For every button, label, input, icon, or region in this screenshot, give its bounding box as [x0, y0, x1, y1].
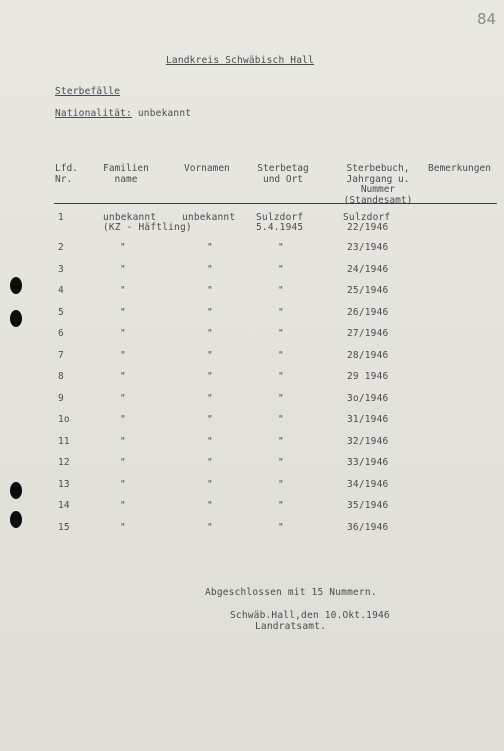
row-register-number: 23/1946 [347, 242, 389, 253]
row-family-name: " [120, 349, 126, 361]
row-death-date: " [278, 457, 284, 468]
row-first-name: " [207, 263, 213, 275]
row-register-number: 3o/1946 [347, 392, 389, 404]
row-number: 11 [58, 435, 70, 447]
header-family-name: Familien name [103, 163, 149, 185]
row-register-number: 34/1946 [347, 478, 389, 490]
row-death-date: " [278, 285, 284, 296]
nationality-value: unbekannt [137, 108, 192, 119]
punch-hole [10, 277, 22, 294]
row-register-number: 33/1946 [347, 457, 389, 468]
row-register-number: 29 1946 [347, 371, 389, 382]
row-family-name: " [120, 392, 126, 404]
row-death-date: " [278, 414, 284, 425]
header-death-date: Sterbetag und Ort [257, 163, 309, 185]
row-first-name: unbekannt [182, 212, 236, 223]
row-family-name: " [120, 457, 126, 468]
punch-hole [10, 482, 22, 499]
row-first-name: " [207, 414, 213, 425]
signature-office: Landratsamt. [255, 621, 327, 632]
row-number: 4 [58, 285, 64, 296]
row-register-office: Sulzdorf [343, 212, 391, 223]
row-family-name: " [120, 435, 126, 447]
row-death-date: " [278, 306, 284, 318]
row-family-name: " [120, 263, 126, 275]
row-first-name: " [207, 349, 213, 361]
row-family-name: " [120, 285, 126, 296]
row-number: 15 [58, 521, 70, 533]
row-note: (KZ - Häftling) [103, 222, 192, 233]
row-register-number: 26/1946 [347, 306, 389, 318]
row-first-name: " [207, 328, 213, 339]
row-number: 1o [58, 414, 70, 425]
row-first-name: " [207, 285, 213, 296]
row-first-name: " [207, 242, 213, 253]
document-title: Landkreis Schwäbisch Hall [166, 55, 314, 66]
header-first-name: Vornamen [184, 163, 230, 174]
row-first-name: " [207, 478, 213, 490]
row-family-name: " [120, 242, 126, 253]
row-death-date: " [278, 478, 284, 490]
row-number: 8 [58, 371, 64, 382]
row-first-name: " [207, 371, 213, 382]
row-family-name: " [120, 306, 126, 318]
nationality-line [55, 108, 191, 119]
row-register-number: 27/1946 [347, 328, 389, 339]
row-register-number: 22/1946 [347, 222, 389, 233]
row-number: 2 [58, 242, 64, 253]
row-death-date: Sulzdorf [256, 212, 304, 223]
row-number: 7 [58, 349, 64, 361]
row-death-date: " [278, 500, 284, 511]
row-number: 14 [58, 500, 70, 511]
header-rule [54, 203, 497, 204]
row-register-number: 25/1946 [347, 285, 389, 296]
row-number: 3 [58, 263, 64, 275]
row-death-date: " [278, 242, 284, 253]
row-register-number: 31/1946 [347, 414, 389, 425]
row-number: 5 [58, 306, 64, 318]
row-number: 1 [58, 212, 64, 223]
row-register-number: 28/1946 [347, 349, 389, 361]
row-first-name: " [207, 392, 213, 404]
row-family-name: unbekannt [103, 212, 157, 223]
row-family-name: " [120, 414, 126, 425]
header-remarks: Bemerkungen [428, 163, 491, 174]
row-family-name: " [120, 328, 126, 339]
row-register-number: 35/1946 [347, 500, 389, 511]
header-nr: Lfd. Nr. [55, 163, 78, 185]
row-first-name: " [207, 435, 213, 447]
row-death-date: " [278, 371, 284, 382]
nationality-label: Nationalität: [55, 108, 132, 119]
row-death-date: " [278, 263, 284, 275]
punch-hole [10, 511, 22, 528]
row-first-name: " [207, 306, 213, 318]
row-number: 9 [58, 392, 64, 404]
row-number: 12 [58, 457, 70, 468]
signature-line: Schwäb.Hall,den 10.Okt.1946 [230, 610, 390, 621]
row-death-date: " [278, 328, 284, 339]
row-register-number: 24/1946 [347, 263, 389, 275]
row-number: 6 [58, 328, 64, 339]
row-family-name: " [120, 478, 126, 490]
section-heading: Sterbefälle [55, 86, 121, 97]
row-first-name: " [207, 500, 213, 511]
row-death-date: " [278, 435, 284, 447]
header-register: Sterbebuch, Jahrgang u. Nummer (Standesamt) [343, 163, 413, 206]
row-family-name: " [120, 521, 126, 533]
row-register-number: 32/1946 [347, 435, 389, 447]
row-family-name: " [120, 500, 126, 511]
row-family-name: " [120, 371, 126, 382]
row-death-date: " [278, 521, 284, 533]
page-number: 84 [477, 10, 497, 28]
row-death-date: " [278, 392, 284, 404]
closing-note: Abgeschlossen mit 15 Nummern. [205, 587, 377, 598]
row-death-date: " [278, 349, 284, 361]
row-death-date-line2: 5.4.1945 [256, 222, 304, 233]
row-register-number: 36/1946 [347, 521, 389, 533]
row-first-name: " [207, 457, 213, 468]
row-number: 13 [58, 478, 70, 490]
row-first-name: " [207, 521, 213, 533]
punch-hole [10, 310, 22, 327]
